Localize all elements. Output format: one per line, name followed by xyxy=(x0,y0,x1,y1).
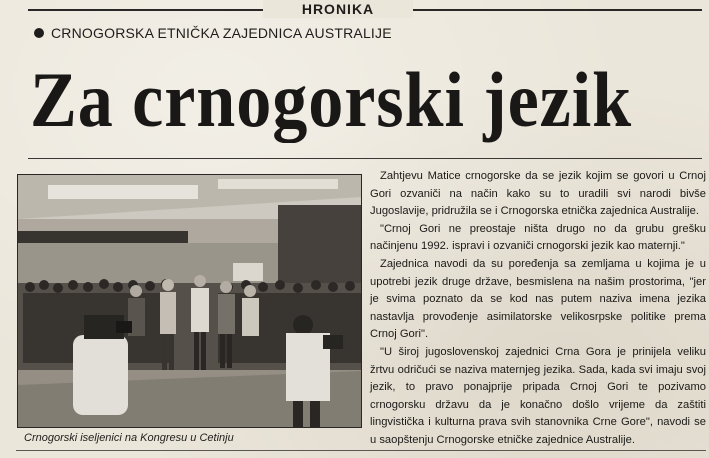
photo xyxy=(17,174,362,428)
kicker-text: CRNOGORSKA ETNIČKA ZAJEDNICA AUSTRALIJE xyxy=(51,25,392,41)
section-label: HRONIKA xyxy=(263,0,413,18)
headline: Za crnogorski jezik xyxy=(30,56,633,143)
article-paragraph: "Crnoj Gori ne preostaje ništa drugo no da grubu grešku načinjenu 1992. ispravi i ozvaniči crnogorski jezik kao maternji." xyxy=(370,222,706,253)
photo-caption: Crnogorski iseljenici na Kongresu u Cetinju xyxy=(24,432,234,444)
article-body xyxy=(370,168,706,450)
article-paragraph: Zajednica navodi da su poređenja sa zemljama u kojima je u upotrebi jezik druge države, besmislena na našim prostorima, "jer je svima poznato da se kod nas putem naziva imena jezika nastavlja provođenje asimilatorske velikosrpske politike prema Crnoj Gori". xyxy=(370,257,706,341)
congress-photo-illustration xyxy=(18,175,361,427)
bottom-rule xyxy=(16,450,706,451)
article-paragraph: Zahtjevu Matice crnogorske da se jezik kojim se govori u Crnoj Gori ozvaniči na način kako su to uradili svi narodi bivše Jugoslavije, pridružila se i Crnogorska etnička zajednica Australije. xyxy=(370,170,706,218)
article-paragraph: "U široj jugoslovenskoj zajednici Crna Gora je prinijela veliku žrtvu odričući se naziva maternjeg jezika. Sada, kada svi imaju svoj jezik, to pravo ponajprije pripada Crnoj Gori te pozivamo crnogorsku državu da je konačno došlo vrijeme da zaštiti lingvistička i kulturna prava svih stanovnika Crne Gore", navodi se u saopštenju Crnogorske etničke zajednice Australije. xyxy=(370,345,706,446)
bullet-icon xyxy=(34,28,44,38)
kicker xyxy=(34,24,392,42)
divider xyxy=(28,158,702,159)
